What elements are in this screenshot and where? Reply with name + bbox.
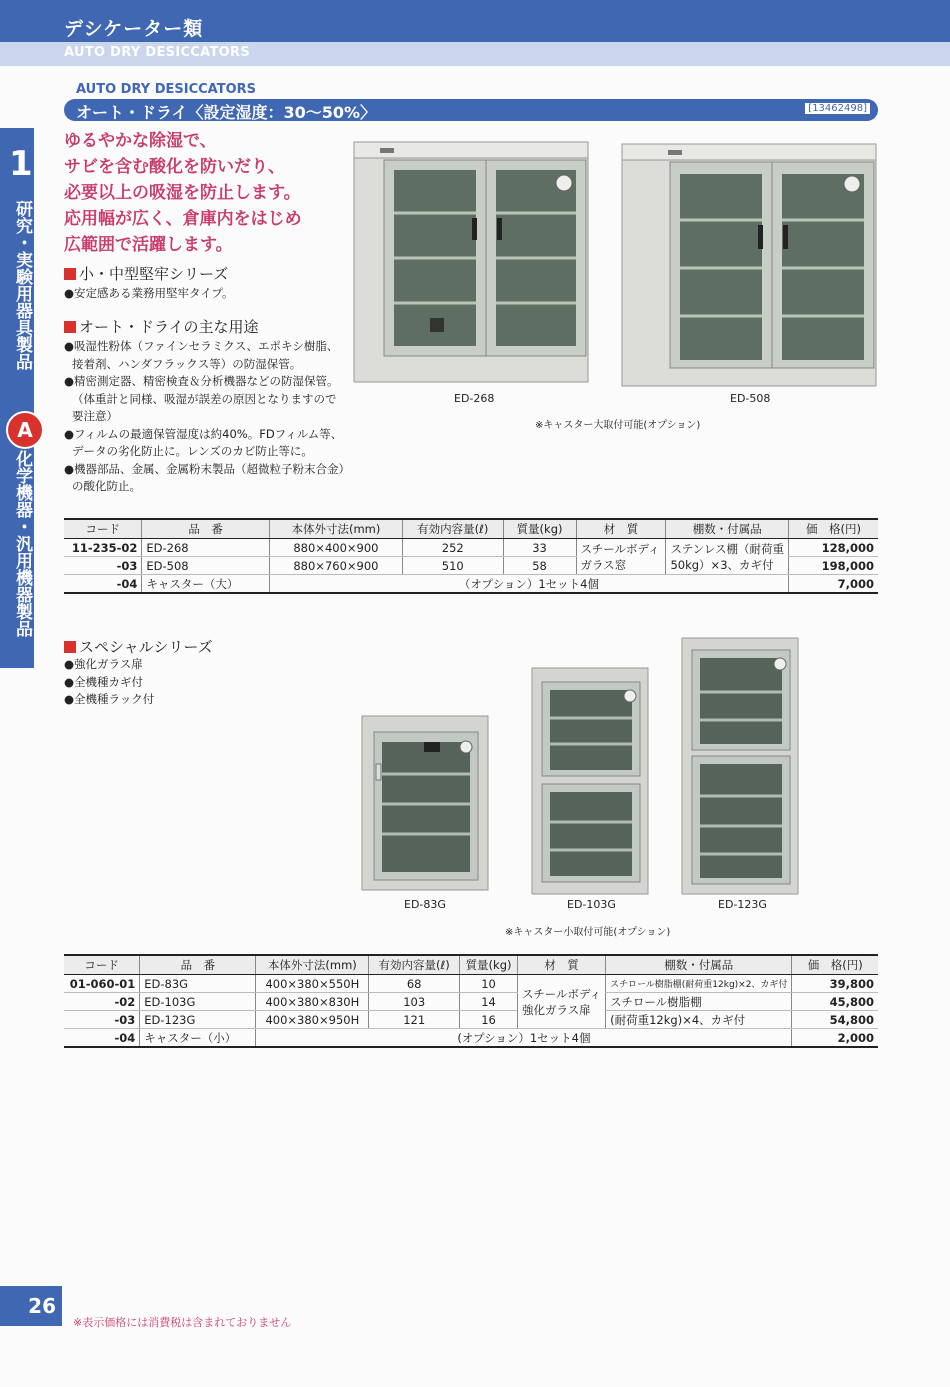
- shelves-line: ステンレス棚（耐荷重: [670, 541, 785, 556]
- uses-line: ●吸湿性粉体（ファインセラミクス、エポキシ樹脂、: [64, 339, 339, 353]
- cell-model: ED-268: [142, 539, 269, 557]
- page-number: 26: [0, 1286, 62, 1326]
- col-header: 品 番: [142, 519, 269, 539]
- table-row: [64, 975, 878, 993]
- cell-mass: 10: [460, 975, 518, 993]
- uses-line: の酸化防止。: [72, 479, 141, 493]
- product-label: ED-83G: [404, 898, 446, 911]
- table-row: [64, 539, 878, 557]
- cell-mass: 14: [460, 993, 518, 1011]
- series2-title: スペシャルシリーズ: [79, 638, 213, 656]
- uses-heading: [64, 316, 259, 337]
- square-bullet-icon: [64, 641, 76, 653]
- uses-line: ●精密測定器、精密検査＆分析機器などの防湿保管。: [64, 374, 339, 388]
- spec-table-2: [64, 954, 878, 1048]
- cell-dims: 880×400×900: [269, 539, 402, 557]
- cell-capacity: 121: [369, 1011, 460, 1029]
- section-code: [13462498]: [805, 103, 870, 114]
- cell-mass: 16: [460, 1011, 518, 1029]
- cell-capacity: 68: [369, 975, 460, 993]
- series2-item: ●全機種カギ付: [64, 674, 144, 689]
- cell-dims: 400×380×550H: [256, 975, 369, 993]
- cell-model: ED-83G: [140, 975, 256, 993]
- ed-123g-image: [678, 636, 802, 898]
- lead-line: 必要以上の吸湿を防止します。: [64, 183, 301, 203]
- product-label: ED-508: [730, 392, 771, 405]
- uses-line: （体重計と同様、吸湿が誤差の原因となりますので: [72, 391, 337, 406]
- material-line: スチールボディ: [580, 541, 660, 556]
- cell-code: -03: [64, 1011, 140, 1029]
- table-row: [64, 993, 878, 1011]
- lead-line: 応用幅が広く、倉庫内をはじめ: [64, 209, 302, 229]
- material-line: 強化ガラス扉: [522, 1002, 591, 1017]
- cell-dims: 400×380×950H: [256, 1011, 369, 1029]
- material-line: スチールボディ: [522, 986, 602, 1001]
- uses-line: 接着剤、ハンダフラックス等）の防湿保管。: [72, 356, 302, 371]
- cell-code: 11-235-02: [64, 539, 142, 557]
- cell-price: 198,000: [789, 557, 878, 575]
- cell-dims: 400×380×830H: [256, 993, 369, 1011]
- cell-code: -03: [64, 557, 142, 575]
- cell-mass: 33: [503, 539, 576, 557]
- col-header: 価 格(円): [789, 519, 878, 539]
- cell-shelves: スチロール樹脂棚(耐荷重12kg)×2、カギ付: [606, 975, 792, 993]
- col-header: 質量(kg): [503, 519, 576, 539]
- tax-footnote: ※表示価格には消費税は含まれておりません: [73, 1316, 292, 1329]
- cell-material: [576, 539, 666, 575]
- cell-option: (オプション）1セット4個: [256, 1029, 792, 1048]
- cell-code: -04: [64, 1029, 140, 1048]
- series2-list: [64, 656, 154, 709]
- col-header: 品 番: [140, 955, 256, 975]
- table-header-row: [64, 519, 878, 539]
- cell-capacity: 510: [403, 557, 504, 575]
- cell-shelves: [666, 539, 789, 575]
- chapter-label: 研究・実験用器具製品: [12, 200, 32, 370]
- side-index-tab: [0, 128, 52, 688]
- shelves-line: 50kg）×3、カギ付: [670, 557, 774, 572]
- cell-model: キャスター（小）: [140, 1029, 256, 1048]
- col-header: 本体外寸法(mm): [269, 519, 402, 539]
- cell-price: 39,800: [792, 975, 878, 993]
- page-header: [0, 0, 950, 66]
- ed-268-image: [352, 138, 592, 386]
- subchapter-label: 化学機器・汎用機器製品: [12, 450, 32, 637]
- cell-model: ED-123G: [140, 1011, 256, 1029]
- header-title: デシケーター類: [64, 18, 204, 40]
- caster-note-small: ※キャスター小取付可能(オプション): [505, 927, 671, 938]
- cell-model: キャスター（大）: [142, 575, 269, 594]
- series1-title: 小・中型堅牢シリーズ: [79, 265, 229, 283]
- col-header: 本体外寸法(mm): [256, 955, 369, 975]
- col-header: 材 質: [518, 955, 606, 975]
- caster-note-large: ※キャスター大取付可能(オプション): [535, 420, 701, 431]
- uses-line: ●フィルムの最適保管湿度は約40%。FDフィルム等、: [64, 426, 343, 441]
- table-row: [64, 1011, 878, 1029]
- chapter-badge: A: [6, 411, 44, 449]
- uses-line: ●機器部品、金属、金属粉末製品（超微粒子粉末合金）: [64, 461, 351, 476]
- cell-code: -04: [64, 575, 142, 594]
- series2-item: ●全機種ラック付: [64, 692, 155, 706]
- uses-list: [64, 338, 350, 496]
- col-header: 有効内容量(ℓ): [369, 955, 460, 975]
- lead-line: 広範囲で活躍します。: [64, 235, 233, 255]
- col-header: 棚数・付属品: [666, 519, 789, 539]
- cell-model: ED-508: [142, 557, 269, 575]
- col-header: 材 質: [576, 519, 666, 539]
- cell-capacity: 252: [403, 539, 504, 557]
- cell-price: 2,000: [792, 1029, 878, 1048]
- cell-mass: 58: [503, 557, 576, 575]
- cell-dims: 880×760×900: [269, 557, 402, 575]
- col-header: コード: [64, 519, 142, 539]
- product-label: ED-103G: [567, 898, 616, 911]
- cell-code: 01-060-01: [64, 975, 140, 993]
- ed-103g-image: [528, 666, 652, 896]
- header-subtitle: AUTO DRY DESICCATORS: [64, 45, 250, 60]
- square-bullet-icon: [64, 268, 76, 280]
- section-title: オート・ドライ〈設定湿度：30〜50%〉: [76, 103, 377, 122]
- uses-title: オート・ドライの主な用途: [79, 318, 259, 336]
- product-label: ED-268: [454, 392, 495, 405]
- cell-option: （オプション）1セット4個: [269, 575, 788, 594]
- col-header: 有効内容量(ℓ): [403, 519, 504, 539]
- cell-price: 128,000: [789, 539, 878, 557]
- spec-table-1: [64, 518, 878, 594]
- section-bar: [64, 99, 878, 121]
- square-bullet-icon: [64, 321, 76, 333]
- series1-item: ●安定感ある業務用堅牢タイプ。: [64, 286, 234, 300]
- product-label: ED-123G: [718, 898, 767, 911]
- ed-508-image: [620, 140, 880, 390]
- series2-heading: [64, 636, 213, 657]
- series2-item: ●強化ガラス扉: [64, 657, 143, 671]
- lead-line: ゆるやかな除湿で、: [64, 131, 217, 151]
- cell-price: 7,000: [789, 575, 878, 594]
- material-line: ガラス窓: [580, 557, 627, 572]
- col-header: 棚数・付属品: [606, 955, 792, 975]
- table-row: [64, 575, 878, 594]
- ed-83g-image: [358, 714, 492, 894]
- uses-line: データの劣化防止に。レンズのカビ防止等に。: [72, 444, 313, 458]
- uses-line: 要注意）: [72, 409, 118, 423]
- col-header: 価 格(円): [792, 955, 878, 975]
- chapter-number: 1: [9, 144, 33, 184]
- lead-copy: [64, 128, 302, 258]
- cell-shelves: (耐荷重12kg)×4、カギ付: [606, 1011, 792, 1029]
- cell-shelves: スチロール樹脂棚: [606, 993, 792, 1011]
- cell-material: [518, 975, 606, 1029]
- section-eng-title: AUTO DRY DESICCATORS: [76, 82, 256, 97]
- col-header: コード: [64, 955, 140, 975]
- lead-line: サビを含む酸化を防いだり、: [64, 157, 285, 177]
- series1-heading: [64, 263, 228, 284]
- cell-code: -02: [64, 993, 140, 1011]
- cell-price: 54,800: [792, 1011, 878, 1029]
- cell-price: 45,800: [792, 993, 878, 1011]
- cell-model: ED-103G: [140, 993, 256, 1011]
- table-header-row: [64, 955, 878, 975]
- col-header: 質量(kg): [460, 955, 518, 975]
- cell-capacity: 103: [369, 993, 460, 1011]
- table-row: [64, 1029, 878, 1048]
